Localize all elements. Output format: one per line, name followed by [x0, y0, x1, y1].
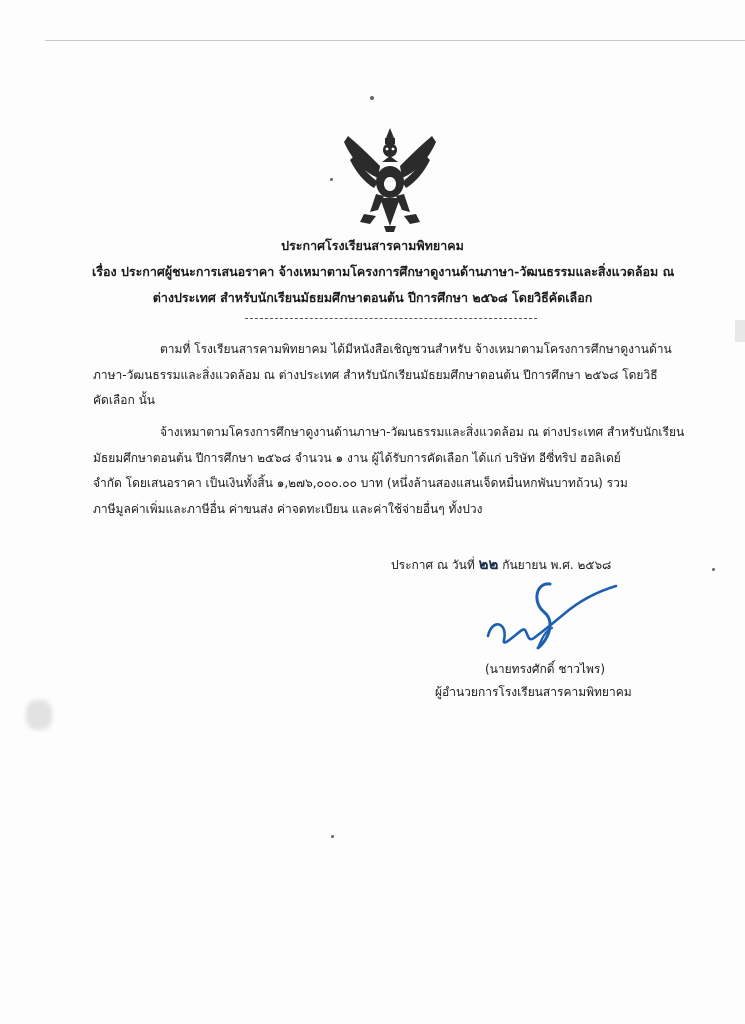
- paragraph-1-line-1: ตามที่ โรงเรียนสารคามพิทยาคม ได้มีหนังสือเชิญชวนสำหรับ จ้างเหมาตามโครงการศึกษาดูงานด้าน: [160, 342, 672, 356]
- date-prefix: ประกาศ ณ วันที่: [391, 558, 475, 572]
- paragraph-2-line-1: จ้างเหมาตามโครงการศึกษาดูงานด้านภาษา-วัฒนธรรมและสิ่งแวดล้อม ณ ต่างประเทศ สำหรับนักเรียน: [160, 425, 685, 439]
- paragraph-1-line-3: คัดเลือก นั้น: [93, 393, 155, 407]
- separator-line: [245, 318, 537, 319]
- signatory-position: ผู้อำนวยการโรงเรียนสารคามพิทยาคม: [435, 685, 632, 699]
- scan-smudge: [26, 700, 52, 730]
- scan-speck: [370, 96, 374, 100]
- paragraph-2-line-4: ภาษีมูลค่าเพิ่มและภาษีอื่น ค่าขนส่ง ค่าจดทะเบียน และค่าใช้จ่ายอื่นๆ ทั้งปวง: [93, 502, 483, 516]
- scan-edge-line: [45, 40, 745, 41]
- announcement-org: ประกาศโรงเรียนสารคามพิทยาคม: [281, 238, 464, 253]
- paragraph-2-line-3: จำกัด โดยเสนอราคา เป็นเงินทั้งสิ้น ๑,๒๗๖,๐๐๐.๐๐ บาท (หนึ่งล้านสองแสนเจ็ดหมื่นหกพันบาทถ้วน) รวม: [93, 476, 628, 490]
- scan-speck: [331, 835, 334, 838]
- announcement-date: [391, 552, 611, 576]
- paragraph-2-line-2: มัธยมศึกษาตอนต้น ปีการศึกษา ๒๕๖๘ จำนวน ๑ งาน ผู้ได้รับการคัดเลือก ได้แก่ บริษัท อีซี่ทริป ฮอลิเดย์: [93, 451, 621, 465]
- garuda-emblem-icon: [340, 126, 440, 234]
- announcement-subject-continued: ต่างประเทศ สำหรับนักเรียนมัธยมศึกษาตอนต้น ปีการศึกษา ๒๕๖๘ โดยวิธีคัดเลือก: [152, 290, 593, 305]
- signature-image: [482, 578, 622, 658]
- date-day: ๒๒: [478, 555, 499, 573]
- date-month-year: กันยายน พ.ศ. ๒๕๖๘: [502, 558, 612, 572]
- scan-edge-mark: [735, 320, 745, 342]
- signatory-name: (นายทรงศักดิ์ ชาวไพร): [485, 662, 606, 676]
- announcement-subject: เรื่อง ประกาศผู้ชนะการเสนอราคา จ้างเหมาตามโครงการศึกษาดูงานด้านภาษา-วัฒนธรรมและสิ่งแวดล้อม ณ: [92, 264, 675, 279]
- scan-speck: [712, 568, 715, 571]
- paragraph-1-line-2: ภาษา-วัฒนธรรมและสิ่งแวดล้อม ณ ต่างประเทศ สำหรับนักเรียนมัธยมศึกษาตอนต้น ปีการศึกษา ๒๕๖๘ โดยวิธี: [93, 368, 658, 382]
- scan-speck: [330, 178, 333, 181]
